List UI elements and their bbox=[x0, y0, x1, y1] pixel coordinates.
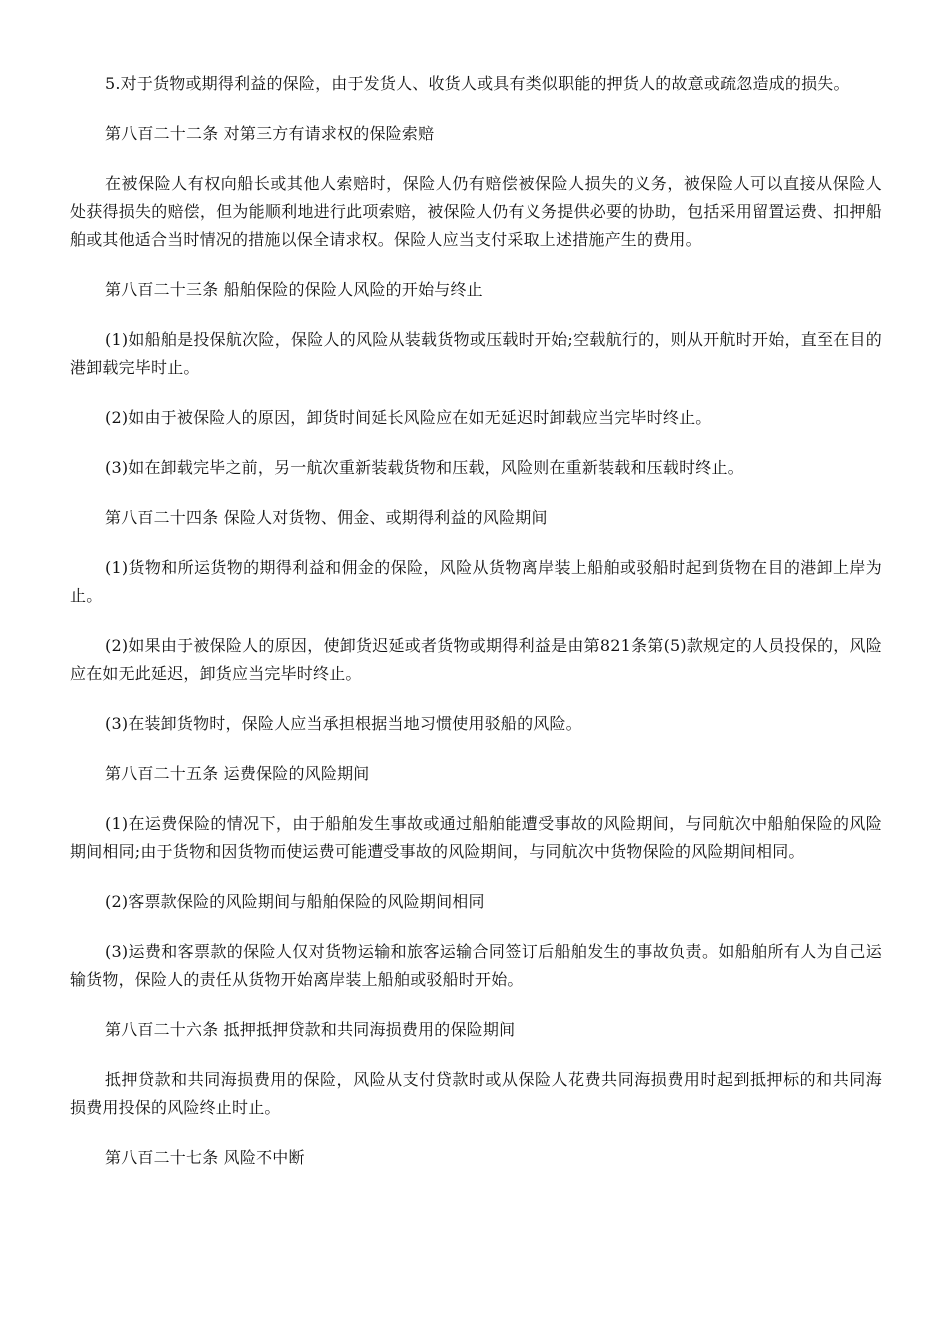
article-825-heading: 第八百二十五条 运费保险的风险期间 bbox=[105, 764, 370, 783]
document-page bbox=[70, 70, 882, 1194]
article-825-clause-3: (3)运费和客票款的保险人仅对货物运输和旅客运输合同签订后船舶发生的事故负责。如船舶所有人为自己运输货物，保险人的责任从货物开始离岸装上船舶或驳船时开始。 bbox=[70, 942, 882, 989]
article-823-heading: 第八百二十三条 船舶保险的保险人风险的开始与终止 bbox=[105, 280, 483, 299]
article-823-clause-2: (2)如由于被保险人的原因，卸货时间延长风险应在如无延迟时卸载应当完毕时终止。 bbox=[105, 408, 712, 427]
article-825-clause-1: (1)在运费保险的情况下，由于船舶发生事故或通过船舶能遭受事故的风险期间，与同航次中船舶保险的风险期间相同;由于货物和因货物而使运费可能遭受事故的风险期间，与同航次中货物保险的风险期间相同。 bbox=[70, 814, 882, 861]
article-825-clause-2: (2)客票款保险的风险期间与船舶保险的风险期间相同 bbox=[105, 892, 485, 911]
article-822-body: 在被保险人有权向船长或其他人索赔时，保险人仍有赔偿被保险人损失的义务，被保险人可以直接从保险人处获得损失的赔偿，但为能顺利地进行此项索赔，被保险人仍有义务提供必要的协助，包括采用留置运费、扣押船舶或其他适合当时情况的措施以保全请求权。保险人应当支付采取上述措施产生的费用。 bbox=[70, 174, 882, 249]
article-824-heading: 第八百二十四条 保险人对货物、佣金、或期得利益的风险期间 bbox=[105, 508, 548, 527]
paragraph-item-5: 5.对于货物或期得利益的保险，由于发货人、收货人或具有类似职能的押货人的故意或疏忽造成的损失。 bbox=[105, 74, 850, 93]
article-823-clause-1: (1)如船舶是投保航次险，保险人的风险从装载货物或压载时开始;空载航行的，则从开航时开始，直至在目的港卸载完毕时止。 bbox=[70, 330, 882, 377]
article-823-clause-3: (3)如在卸载完毕之前，另一航次重新装载货物和压载，风险则在重新装载和压载时终止。 bbox=[105, 458, 744, 477]
article-824-clause-2: (2)如果由于被保险人的原因，使卸货迟延或者货物或期得利益是由第821条第(5)款规定的人员投保的，风险应在如无此延迟，卸货应当完毕时终止。 bbox=[70, 636, 882, 683]
article-824-clause-3: (3)在装卸货物时，保险人应当承担根据当地习惯使用驳船的风险。 bbox=[105, 714, 582, 733]
article-824-clause-1: (1)货物和所运货物的期得利益和佣金的保险，风险从货物离岸装上船舶或驳船时起到货物在目的港卸上岸为止。 bbox=[70, 558, 882, 605]
article-826-heading: 第八百二十六条 抵押抵押贷款和共同海损费用的保险期间 bbox=[105, 1020, 516, 1039]
article-827-heading: 第八百二十七条 风险不中断 bbox=[105, 1148, 305, 1167]
article-826-body: 抵押贷款和共同海损费用的保险，风险从支付贷款时或从保险人花费共同海损费用时起到抵押标的和共同海损费用投保的风险终止时止。 bbox=[70, 1070, 882, 1117]
article-822-heading: 第八百二十二条 对第三方有请求权的保险索赔 bbox=[105, 124, 435, 143]
